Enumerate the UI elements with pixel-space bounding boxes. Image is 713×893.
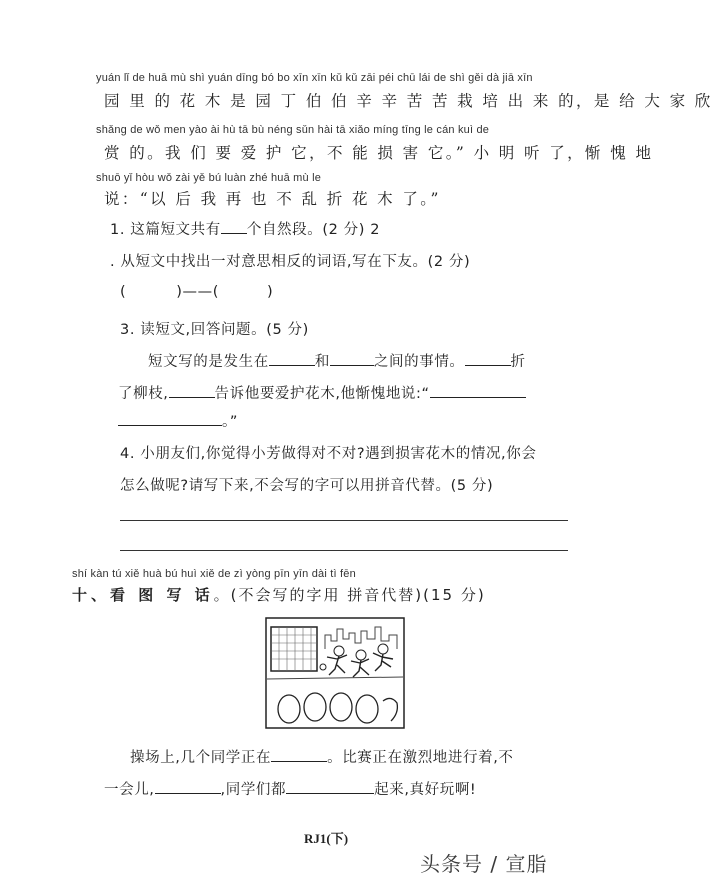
question-3-blank-4[interactable] <box>169 383 215 398</box>
picture-prompt-blank-3[interactable] <box>286 779 374 794</box>
question-2-middle: )——( <box>176 284 219 300</box>
picture-prompt-text-b: 。比赛正在激烈地进行着,不 <box>327 750 514 766</box>
question-2-answer-pair <box>120 284 273 300</box>
picture-prompt-text-d: ,同学们都 <box>220 782 287 798</box>
question-3-blank-1[interactable] <box>269 351 315 366</box>
question-1 <box>110 218 380 239</box>
question-2-right-paren: ) <box>266 284 274 300</box>
picture-prompt-blank-1[interactable] <box>271 747 327 762</box>
question-3-blank-2[interactable] <box>330 351 374 366</box>
passage-pinyin-line-1: yuán lǐ de huā mù shì yuán dīng bó bo xīn xīn kǔ kǔ zāi péi chū lái de shì gěi dà jiā xīn <box>96 72 533 84</box>
question-3-text-b: 和 <box>314 354 330 370</box>
question-3-title: 3. 读短文,回答问题。(5 分) <box>120 322 309 338</box>
question-4-answer-line-2[interactable] <box>120 550 568 551</box>
question-3-blank-5[interactable] <box>430 383 526 398</box>
question-4-line-2: 怎么做呢?请写下来,不会写的字可以用拼音代替。(5 分) <box>120 478 494 494</box>
passage-pinyin-line-3: shuō yǐ hòu wǒ zài yě bú luàn zhé huā mù le <box>96 172 322 184</box>
question-1-answer-blank[interactable] <box>221 219 247 234</box>
soccer-scene-illustration <box>265 617 405 729</box>
question-2: . 从短文中找出一对意思相反的词语,写在下友。(2 分) <box>110 254 471 270</box>
question-3-line-1 <box>148 350 526 371</box>
question-1-prefix: 1. 这篇短文共有 <box>110 222 221 238</box>
question-3-line-3 <box>118 410 238 431</box>
question-3-text-d: 折 <box>510 354 526 370</box>
picture-prompt-text-c: 一会儿, <box>104 782 155 798</box>
question-4-line-1: 4. 小朋友们,你觉得小芳做得对不对?遇到损害花木的情况,你会 <box>120 446 537 462</box>
section-10-pinyin: shí kàn tú xiě huà bú huì xiě de zì yòng pīn yīn dài tì fēn <box>72 568 356 580</box>
source-watermark: 头条号 / 宣脂 <box>420 852 548 876</box>
question-3-text-a: 短文写的是发生在 <box>148 354 269 370</box>
section-10-heading: 十、看 图 写 话 <box>72 586 214 604</box>
picture-prompt-text-e: 起来,真好玩啊! <box>374 782 477 798</box>
passage-text-line-2: 赏 的。我 们 要 爱 护 它，不 能 损 害 它。” 小 明 听 了，惭 愧 地 <box>104 144 654 162</box>
question-1-suffix: 个自然段。(2 分) 2 <box>246 222 381 238</box>
picture-prompt-blank-2[interactable] <box>155 779 221 794</box>
passage-text-line-3: 说：“以 后 我 再 也 不 乱 折 花 木 了。” <box>104 190 441 208</box>
picture-prompt-line-2 <box>104 778 476 799</box>
passage-pinyin-line-2: shǎng de wǒ men yào ài hù tā bù néng sǔn hài tā xiǎo míng tīng le cán kuì de <box>96 124 490 136</box>
picture-prompt-text-a: 操场上,几个同学正在 <box>130 750 272 766</box>
picture-prompt-line-1 <box>130 746 514 767</box>
section-10-title <box>72 584 486 605</box>
section-10-instructions: 。(不会写的字用 拼音代替)(15 分) <box>213 586 486 604</box>
question-3-text-e: 了柳枝, <box>118 386 169 402</box>
page-footer-code: RJ1(下) <box>304 831 349 846</box>
question-3-blank-3[interactable] <box>465 351 511 366</box>
question-2-left-paren: ( <box>120 284 127 300</box>
question-3-line-2 <box>118 382 526 403</box>
question-4-answer-line-1[interactable] <box>120 520 568 521</box>
question-3-text-c: 之间的事情。 <box>373 354 465 370</box>
question-3-blank-6[interactable] <box>118 411 222 426</box>
passage-text-line-1: 园 里 的 花 木 是 园 丁 伯 伯 辛 辛 苦 苦 栽 培 出 来 的，是 给 大 家 欣 <box>104 92 713 110</box>
question-3-text-f: 告诉他要爱护花木,他惭愧地说:“ <box>214 386 430 402</box>
question-3-text-g: 。” <box>222 414 238 430</box>
